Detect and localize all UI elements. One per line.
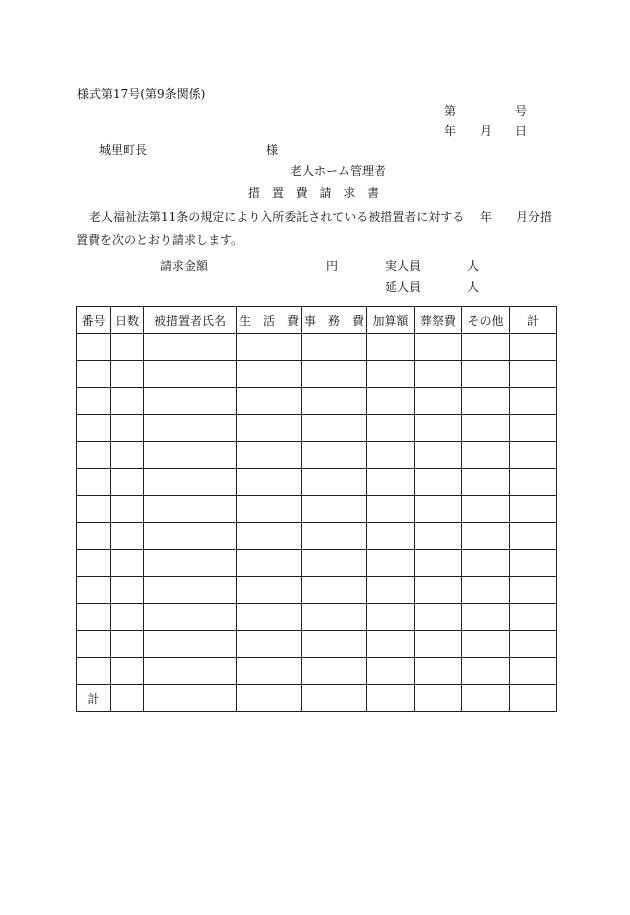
col-header-other: その他 [462, 307, 510, 334]
actual-people-unit: 人 [467, 259, 480, 273]
table-cell[interactable] [77, 550, 111, 577]
table-cell[interactable] [144, 604, 237, 631]
doc-number-suffix: 号 [515, 104, 528, 118]
table-cell[interactable] [111, 604, 144, 631]
table-cell[interactable] [111, 550, 144, 577]
table-cell[interactable] [77, 496, 111, 523]
addressee-name: 城里町長 [99, 143, 148, 157]
table-cell[interactable] [237, 658, 302, 685]
table-cell[interactable] [77, 469, 111, 496]
table-cell[interactable] [462, 550, 510, 577]
table-cell[interactable] [462, 415, 510, 442]
table-cell[interactable] [367, 415, 415, 442]
table-cell[interactable] [367, 334, 415, 361]
actual-people-label: 実人員 [385, 259, 422, 273]
table-row [77, 496, 557, 523]
table-cell[interactable] [302, 604, 367, 631]
table-cell[interactable] [111, 496, 144, 523]
table-cell[interactable] [510, 523, 557, 550]
table-cell[interactable] [111, 361, 144, 388]
document-title: 措 置 費 請 求 書 [248, 186, 380, 200]
table-cell[interactable] [367, 361, 415, 388]
col-header-total: 計 [510, 307, 557, 334]
table-cell[interactable] [415, 469, 462, 496]
table-cell[interactable] [367, 577, 415, 604]
table-cell[interactable] [111, 658, 144, 685]
table-cell[interactable] [77, 577, 111, 604]
table-cell[interactable] [77, 442, 111, 469]
table-cell[interactable] [367, 523, 415, 550]
body-line-1-year: 年 [480, 210, 493, 224]
table-cell[interactable] [510, 361, 557, 388]
table-cell[interactable] [415, 334, 462, 361]
table-cell[interactable] [415, 685, 462, 712]
table-cell[interactable] [415, 523, 462, 550]
table-cell[interactable] [510, 577, 557, 604]
table-row [77, 415, 557, 442]
table-cell[interactable] [144, 658, 237, 685]
table-cell[interactable] [462, 469, 510, 496]
col-header-additional: 加算額 [367, 307, 415, 334]
table-cell[interactable] [237, 361, 302, 388]
date-day: 日 [515, 124, 528, 138]
table-cell[interactable] [302, 631, 367, 658]
extended-people-unit: 人 [467, 280, 480, 294]
col-header-name: 被措置者氏名 [144, 307, 237, 334]
table-cell[interactable] [510, 469, 557, 496]
total-row-label: 計 [77, 685, 111, 712]
table-cell[interactable] [237, 631, 302, 658]
date-month: 月 [480, 124, 493, 138]
table-row [77, 631, 557, 658]
table-cell[interactable] [367, 469, 415, 496]
table-cell[interactable] [415, 388, 462, 415]
table-cell[interactable] [144, 442, 237, 469]
table-cell[interactable] [302, 415, 367, 442]
table-cell[interactable] [144, 631, 237, 658]
table-cell[interactable] [144, 577, 237, 604]
table-cell[interactable] [302, 658, 367, 685]
claim-table [76, 306, 557, 712]
table-row [77, 577, 557, 604]
table-cell[interactable] [462, 631, 510, 658]
table-cell[interactable] [77, 604, 111, 631]
table-cell[interactable] [367, 550, 415, 577]
table-cell[interactable] [144, 334, 237, 361]
table-cell[interactable] [510, 496, 557, 523]
table-cell[interactable] [111, 442, 144, 469]
table-cell[interactable] [462, 577, 510, 604]
table-row [77, 604, 557, 631]
table-cell[interactable] [367, 631, 415, 658]
table-total-row [77, 685, 557, 712]
table-row [77, 442, 557, 469]
form-number: 様式第17号(第9条関係) [77, 87, 206, 101]
sender-title: 老人ホーム管理者 [290, 164, 387, 178]
table-cell[interactable] [144, 496, 237, 523]
table-cell[interactable] [77, 334, 111, 361]
table-cell[interactable] [462, 361, 510, 388]
table-cell[interactable] [415, 604, 462, 631]
table-cell[interactable] [302, 361, 367, 388]
col-header-admin-cost: 事 務 費 [302, 307, 367, 334]
table-cell[interactable] [510, 658, 557, 685]
table-cell[interactable] [77, 523, 111, 550]
table-row [77, 658, 557, 685]
table-cell[interactable] [510, 415, 557, 442]
table-cell[interactable] [77, 415, 111, 442]
table-cell[interactable] [462, 658, 510, 685]
table-cell[interactable] [462, 442, 510, 469]
date-year: 年 [444, 124, 457, 138]
table-cell[interactable] [237, 685, 302, 712]
table-cell[interactable] [302, 550, 367, 577]
table-cell[interactable] [237, 523, 302, 550]
extended-people-label: 延人員 [385, 280, 422, 294]
table-cell[interactable] [302, 388, 367, 415]
table-cell[interactable] [302, 496, 367, 523]
table-cell[interactable] [462, 388, 510, 415]
table-cell[interactable] [462, 523, 510, 550]
table-cell[interactable] [111, 388, 144, 415]
table-cell[interactable] [415, 550, 462, 577]
table-cell[interactable] [237, 577, 302, 604]
table-cell[interactable] [510, 388, 557, 415]
table-cell[interactable] [237, 442, 302, 469]
col-header-funeral: 葬祭費 [415, 307, 462, 334]
body-line-1-tail: 月分措 [516, 210, 553, 224]
addressee-honorific: 様 [266, 143, 279, 157]
table-cell[interactable] [77, 388, 111, 415]
table-cell[interactable] [237, 334, 302, 361]
table-cell[interactable] [510, 442, 557, 469]
table-cell[interactable] [144, 550, 237, 577]
table-cell[interactable] [111, 631, 144, 658]
table-cell[interactable] [510, 631, 557, 658]
table-cell[interactable] [462, 604, 510, 631]
table-row [77, 361, 557, 388]
table-cell[interactable] [462, 496, 510, 523]
table-row [77, 334, 557, 361]
table-row [77, 523, 557, 550]
table-cell[interactable] [367, 685, 415, 712]
table-cell[interactable] [111, 334, 144, 361]
table-cell[interactable] [415, 415, 462, 442]
table-cell[interactable] [77, 361, 111, 388]
table-cell[interactable] [237, 415, 302, 442]
table-cell[interactable] [77, 658, 111, 685]
table-cell[interactable] [510, 604, 557, 631]
table-cell[interactable] [302, 685, 367, 712]
table-cell[interactable] [77, 631, 111, 658]
table-cell[interactable] [462, 685, 510, 712]
table-cell[interactable] [144, 388, 237, 415]
table-cell[interactable] [302, 334, 367, 361]
table-cell[interactable] [144, 415, 237, 442]
table-row [77, 469, 557, 496]
table-cell[interactable] [237, 550, 302, 577]
table-cell[interactable] [367, 442, 415, 469]
table-cell[interactable] [237, 469, 302, 496]
table-row [77, 388, 557, 415]
body-line-1-main: 老人福祉法第11条の規定により入所委託されている被措置者に対する [89, 210, 465, 224]
table-cell[interactable] [415, 658, 462, 685]
table-header-row [77, 307, 557, 334]
table-cell[interactable] [302, 442, 367, 469]
table-cell[interactable] [144, 685, 237, 712]
table-cell[interactable] [302, 523, 367, 550]
table-cell[interactable] [111, 469, 144, 496]
table-cell[interactable] [462, 334, 510, 361]
table-cell[interactable] [111, 577, 144, 604]
table-cell[interactable] [111, 685, 144, 712]
col-header-living-cost: 生 活 費 [237, 307, 302, 334]
table-cell[interactable] [237, 388, 302, 415]
table-cell[interactable] [367, 604, 415, 631]
doc-number-prefix: 第 [444, 104, 457, 118]
table-cell[interactable] [237, 496, 302, 523]
table-cell[interactable] [367, 388, 415, 415]
table-cell[interactable] [144, 523, 237, 550]
table-cell[interactable] [415, 442, 462, 469]
table-cell[interactable] [510, 685, 557, 712]
table-cell[interactable] [144, 361, 237, 388]
table-cell[interactable] [510, 334, 557, 361]
table-row [77, 550, 557, 577]
table-cell[interactable] [367, 496, 415, 523]
table-cell[interactable] [367, 658, 415, 685]
table-cell[interactable] [111, 523, 144, 550]
col-header-days: 日数 [111, 307, 144, 334]
table-cell[interactable] [111, 415, 144, 442]
billed-amount-label: 請求金額 [160, 259, 209, 273]
table-cell[interactable] [302, 469, 367, 496]
table-cell[interactable] [415, 577, 462, 604]
table-cell[interactable] [510, 550, 557, 577]
table-cell[interactable] [144, 469, 237, 496]
table-cell[interactable] [415, 496, 462, 523]
table-cell[interactable] [415, 361, 462, 388]
yen-unit: 円 [326, 259, 339, 273]
body-line-2: 置費を次のとおり請求します。 [76, 233, 244, 247]
table-cell[interactable] [302, 577, 367, 604]
col-header-number: 番号 [77, 307, 111, 334]
table-cell[interactable] [415, 631, 462, 658]
table-cell[interactable] [237, 604, 302, 631]
